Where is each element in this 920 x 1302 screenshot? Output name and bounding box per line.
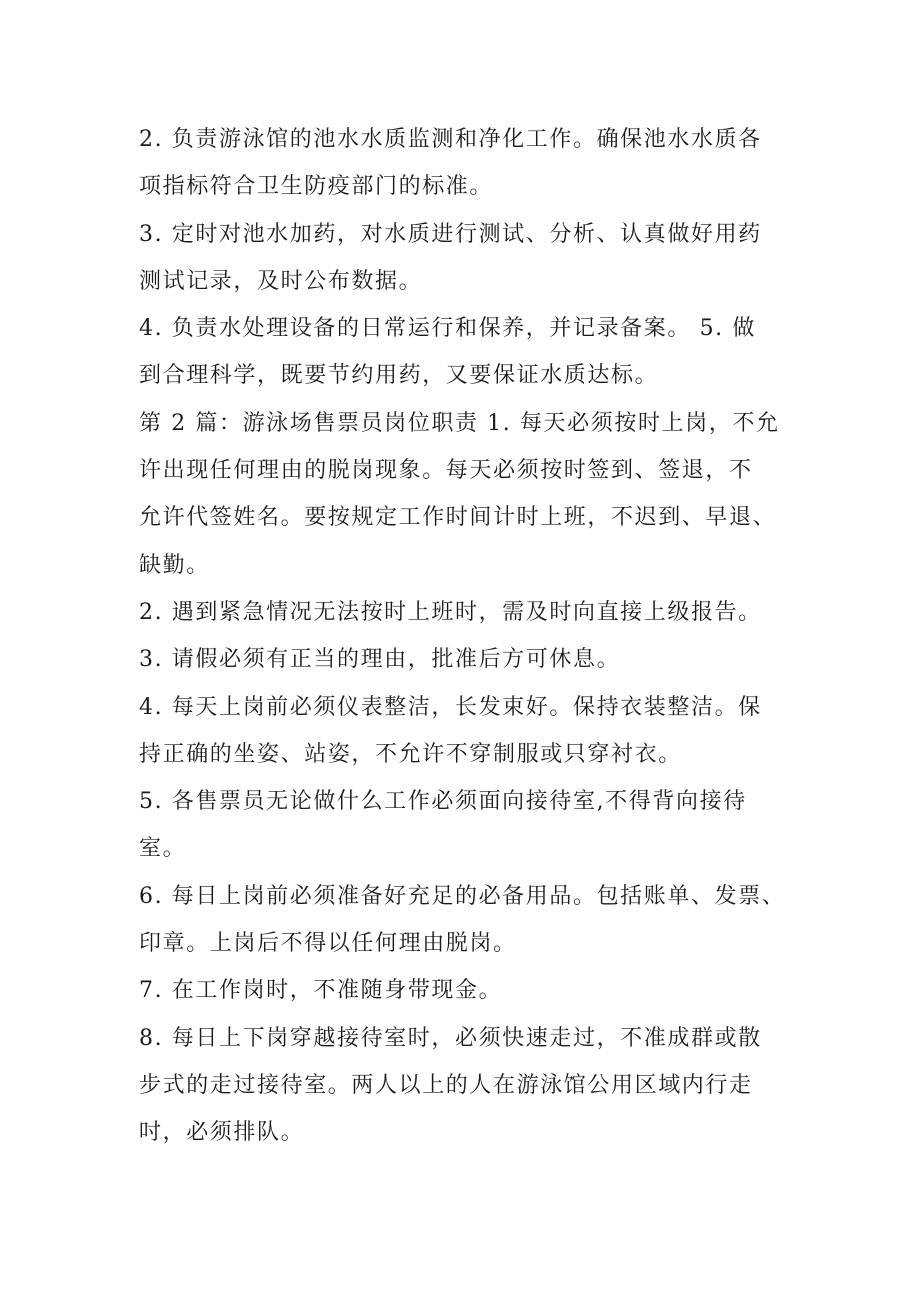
text-line: 步式的走过接待室。两人以上的人在游泳馆公用区域内行走 [139,1072,753,1098]
document-body [139,116,799,1157]
text-line: 允许代签姓名。要按规定工作时间计时上班，不迟到、早退、 [139,505,777,531]
text-line: 测试记录，及时公布数据。 [139,268,423,294]
text-line: 3. 请假必须有正当的理由，批准后方可休息。 [139,647,621,673]
text-line: 缺勤。 [139,552,210,578]
text-line: 室。 [139,836,187,862]
text-line: 8. 每日上下岗穿越接待室时，必须快速走过，不准成群或散 [139,1025,762,1051]
text-line: 2. 负责游泳馆的池水水质监测和净化工作。确保池水水质各 [139,127,762,152]
text-line: 7. 在工作岗时，不准随身带现金。 [139,978,503,1004]
text-line: 2. 遇到紧急情况无法按时上班时，需及时向直接上级报告。 [139,599,762,625]
text-line: 4. 每天上岗前必须仪表整洁，长发束好。保持衣装整洁。保 [139,694,762,720]
section-heading-line: 第 2 篇：游泳场售票员岗位职责 1. 每天必须按时上岗，不允 [139,410,780,436]
text-line: 到合理科学，既要节约用药，又要保证水质达标。 [139,363,659,389]
text-line: 持正确的坐姿、站姿，不允许不穿制服或只穿衬衣。 [139,741,682,767]
text-line: 4. 负责水处理设备的日常运行和保养，并记录备案。 5. 做 [139,316,756,342]
text-line: 项指标符合卫生防疫部门的标准。 [139,174,494,200]
text-line: 吋，必须排队。 [139,1120,305,1146]
text-line: 印章。上岗后不得以任何理由脱岗。 [139,931,517,957]
text-line: 5. 各售票员无论做什么工作必须面向接待室,不得背向接待 [139,789,747,815]
text-line: 6. 每日上岗前必须准备好充足的必备用品。包括账单、发票、 [139,883,786,909]
text-line: 3. 定时对池水加药，对水质进行测试、分析、认真做好用药 [139,221,762,247]
text-line: 许出现任何理由的脱岗现象。每天必须按时签到、签退，不 [139,458,753,484]
